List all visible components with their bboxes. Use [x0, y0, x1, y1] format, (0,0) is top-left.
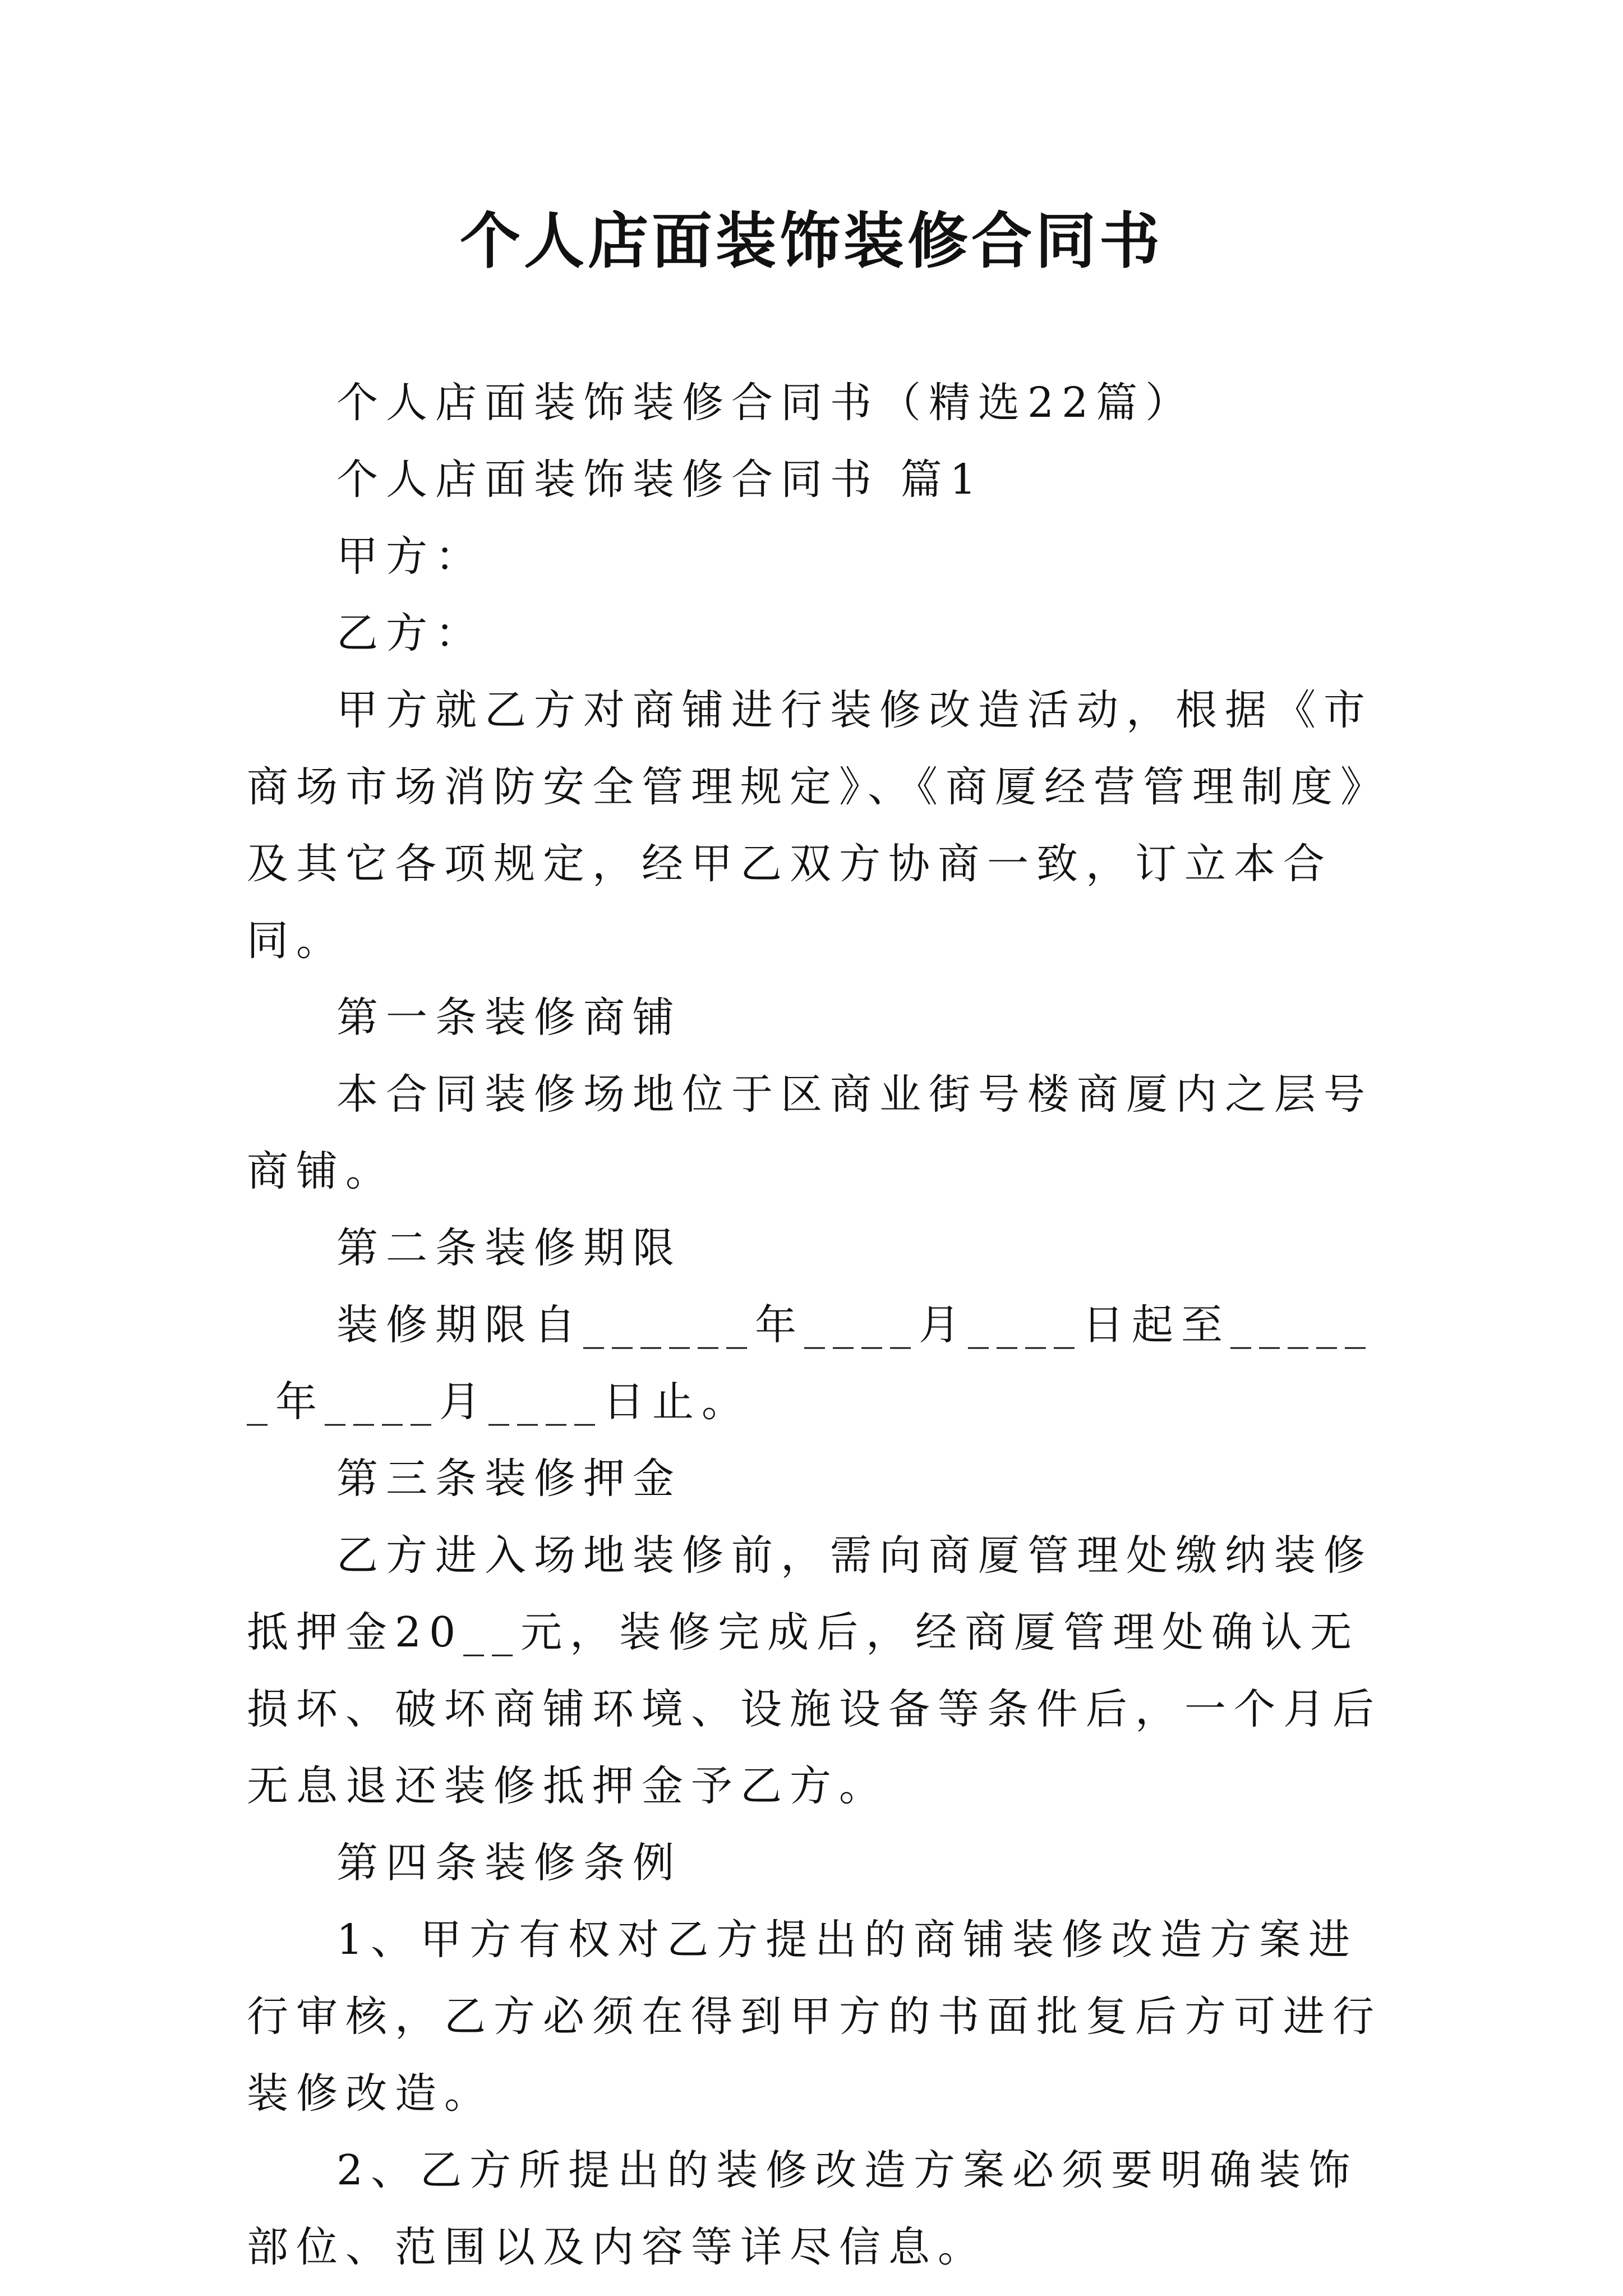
- document-body: [247, 365, 1391, 2286]
- document-title: 个人店面装饰装修合同书: [459, 206, 1163, 277]
- paragraph-party-b: 乙方：: [336, 609, 485, 657]
- article-4-item-1: 1、甲方有权对乙方提出的商铺装修改造方案进行审核，乙方必须在得到甲方的书面批复后方可进行装修改造。: [247, 1916, 1382, 2118]
- paragraph-subtitle: 个人店面装饰装修合同书（精选22篇）: [336, 379, 1195, 427]
- article-2-heading: 第二条装修期限: [336, 1224, 682, 1272]
- paragraph-party-a: 甲方：: [336, 532, 485, 581]
- article-1-text: 本合同装修场地位于区商业街号楼商厦内之层号商铺。: [247, 1070, 1373, 1195]
- article-1-heading: 第一条装修商铺: [336, 993, 682, 1042]
- article-4-item-2: 2、乙方所提出的装修改造方案必须要明确装饰部位、范围以及内容等详尽信息。: [247, 2146, 1358, 2271]
- article-2-text: 装修期限自______年____月____日起至______年____月____日止。: [247, 1301, 1373, 1426]
- paragraph-section-heading: 个人店面装饰装修合同书 篇1: [336, 455, 984, 504]
- article-3-heading: 第三条装修押金: [336, 1455, 682, 1503]
- article-3-text: 乙方进入场地装修前，需向商厦管理处缴纳装修抵押金20__元，装修完成后，经商厦管理处确认无损坏、破坏商铺环境、设施设备等条件后，一个月后无息退还装修抵押金予乙方。: [247, 1531, 1382, 1810]
- paragraph-preamble: 甲方就乙方对商铺进行装修改造活动，根据《市商场市场消防安全管理规定》、《商厦经营管理制度》及其它各项规定，经甲乙双方协商一致，订立本合同。: [247, 686, 1390, 965]
- article-4-heading: 第四条装修条例: [336, 1839, 682, 1887]
